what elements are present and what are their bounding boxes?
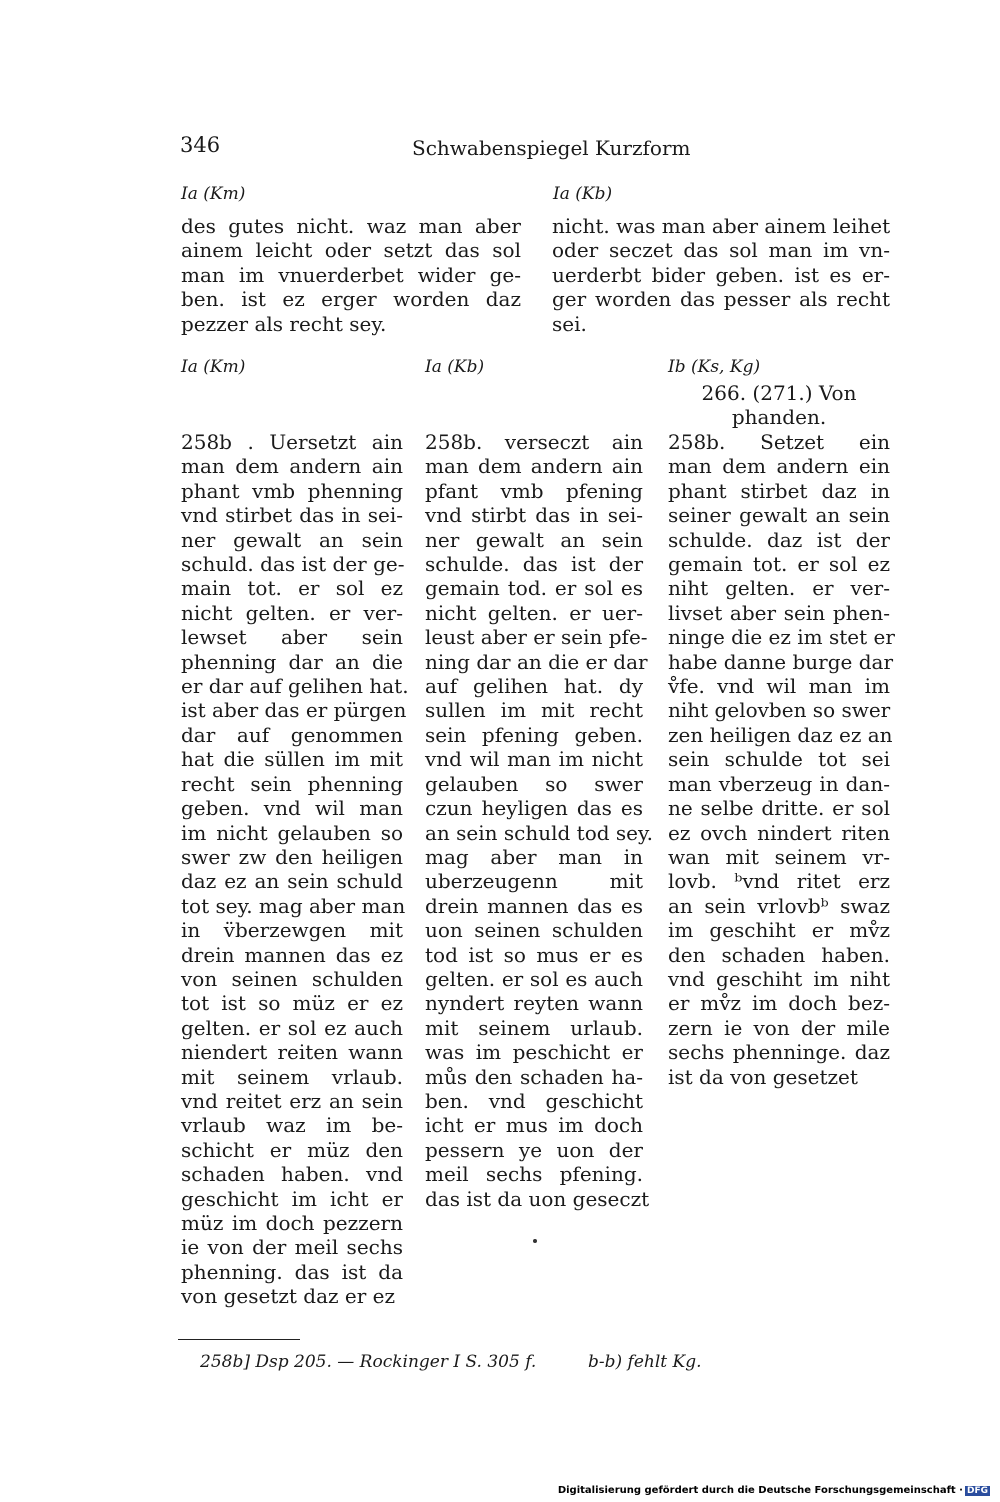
column-3-text-line: v̊fe. vnd wil man im — [668, 674, 890, 699]
column-1-text-line: vnd stirbet das in sei- — [181, 503, 403, 528]
column-2-text-line: vnd stirbt das in sei- — [425, 503, 643, 528]
column-3-text-line: er mv̊z im doch bez- — [668, 991, 890, 1016]
column-3-text-line: ez ovch nindert riten — [668, 820, 890, 845]
column-2-text-line: 258b. verseczt ain — [425, 430, 643, 454]
top-left-text-line: pezzer als recht sey. — [181, 311, 387, 336]
column-2-text-line: nicht gelten. er uer- — [425, 600, 643, 625]
column-2-text-line: gelauben so swer — [425, 771, 643, 796]
column-2-text-line: nyndert reyten wann — [425, 991, 643, 1016]
top-left-sigil: Ia (Km) — [181, 184, 246, 204]
column-1-text-line: vnd reitet erz an sein — [181, 1088, 403, 1113]
top-right-text-line: uerderbt bider geben. ist es er- — [552, 262, 890, 287]
top-left-text-block — [181, 214, 521, 336]
column-1-text-line: er dar auf gelihen hat. — [181, 674, 409, 699]
column-2-text-line: auf gelihen hat. dy — [425, 674, 643, 699]
column-3-text-line: seiner gewalt an sein — [668, 503, 890, 528]
column-3-text-line: ne selbe dritte. er sol — [668, 796, 890, 821]
column-1-text-line: main tot. er sol ez — [181, 576, 403, 601]
column-2-text-line: pessern ye uon der — [425, 1137, 643, 1162]
column-1-text — [181, 430, 409, 1309]
column-1-text-line: schicht er müz den — [181, 1137, 403, 1162]
column-3-text-line: im geschiht er mv̊z — [668, 918, 890, 943]
top-left-text-line: ainem leicht oder setzt das sol — [181, 238, 521, 263]
column-1-text-line: geschicht im icht er — [181, 1186, 403, 1211]
section-title-line-1: 266. (271.) Von — [701, 381, 857, 405]
column-2-text-line: czun heyligen das es — [425, 796, 643, 821]
column-2-text-line: tod ist so mus er es — [425, 942, 643, 967]
column-1-text-line: von gesetzt daz er ez — [181, 1284, 396, 1309]
column-3-text-line: ist da von gesetzet — [668, 1064, 858, 1089]
column-2-text-line: man dem andern ain — [425, 454, 643, 479]
column-3-text-line: 258b. Setzet ein — [668, 430, 890, 454]
column-2-text-line: mag aber man in — [425, 844, 643, 869]
column-1-text-line: drein mannen das ez — [181, 942, 403, 967]
column-3-text-line: livset aber sein phen- — [668, 600, 890, 625]
column-1-text-line: recht sein phenning — [181, 771, 403, 796]
column-2-text-line: uberzeugenn mit — [425, 869, 643, 894]
column-2-text-line: icht er mus im doch — [425, 1113, 643, 1138]
column-1-text-line: in v̈berzewgen mit — [181, 918, 403, 943]
column-1-text-line: nicht gelten. er ver- — [181, 600, 403, 625]
column-3-text-line: ninge die ez im stet er — [668, 625, 895, 650]
column-1-text-line: dar auf genommen — [181, 722, 403, 747]
column-1-text-line: daz ez an sein schuld — [181, 869, 403, 894]
top-left-text-line: des gutes nicht. waz man aber — [181, 214, 521, 238]
column-1-text-line: tot sey. mag aber man — [181, 893, 406, 918]
column-3-text-line: gemain tot. er sol ez — [668, 552, 890, 577]
column-1-text-line: ist aber das er pürgen — [181, 698, 407, 723]
column-2-text-line: gemain tod. er sol es — [425, 576, 643, 601]
column-2-text-line: mit seinem urlaub. — [425, 1015, 643, 1040]
column-2-text-line: an sein schuld tod sey. — [425, 820, 654, 845]
column-1-text-line: hat die süllen im mit — [181, 747, 403, 772]
column-3-text-line: den schaden haben. — [668, 942, 890, 967]
column-2-text-line: meil sechs pfening. — [425, 1162, 643, 1187]
column-1-text-line: von seinen schulden — [181, 966, 403, 991]
column-1-text-line: ner gewalt an sein — [181, 527, 403, 552]
top-right-text-line: sei. — [552, 311, 587, 336]
column-2-text-line: sein pfening geben. — [425, 722, 643, 747]
column-3-text-line: vnd geschiht im niht — [668, 966, 890, 991]
column-3-text-line: an sein vrlovbᵇ swaz — [668, 893, 890, 918]
column-2-text-line: uon seinen schulden — [425, 918, 643, 943]
column-1-text-line: im nicht gelauben so — [181, 820, 403, 845]
column-1-text-line: phenning dar an die — [181, 649, 403, 674]
column-2-text-line: was im peschicht er — [425, 1040, 643, 1065]
top-left-text-line: ben. ist ez erger worden daz — [181, 287, 521, 312]
column-2-sigil: Ia (Kb) — [425, 357, 485, 377]
credit-text: Digitalisierung gefördert durch die Deutsche Forschungsgemeinschaft · — [557, 1485, 963, 1496]
column-2-text-line: gelten. er sol es auch — [425, 966, 643, 991]
column-1-sigil: Ia (Km) — [181, 357, 246, 377]
column-3-sigil: Ib (Ks, Kg) — [668, 357, 761, 377]
column-1-text-line: 258b . Uersetzt ain — [181, 430, 403, 454]
column-2-text-line: sullen im mit recht — [425, 698, 643, 723]
column-1-text-line: phenning. das ist da — [181, 1259, 403, 1284]
column-1-text-line: mit seinem vrlaub. — [181, 1064, 403, 1089]
column-3-text-line: wan mit seinem vr- — [668, 844, 890, 869]
running-title: Schwabenspiegel Kurzform — [412, 136, 691, 160]
column-2-text-line: pfant vmb pfening — [425, 478, 643, 503]
column-1-text-line: geben. vnd wil man — [181, 796, 403, 821]
column-3-text-line: niht gelten. er ver- — [668, 576, 890, 601]
column-2-text-line: ning dar an die er dar — [425, 649, 648, 674]
column-1-text-line: schuld. das ist der ge- — [181, 552, 405, 577]
column-3-text-line: sein schulde tot sei — [668, 747, 890, 772]
top-right-text-block — [552, 214, 890, 336]
footnote-rule — [178, 1339, 300, 1340]
column-3-text-line: niht gelovben so swer — [668, 698, 891, 723]
column-3-text-line: zen heiligen daz ez an — [668, 722, 893, 747]
column-1-text-line: swer zw den heiligen — [181, 844, 403, 869]
column-2-text-line: drein mannen das es — [425, 893, 643, 918]
column-3-text-line: zern ie von der mile — [668, 1015, 890, 1040]
column-1-text-line: müz im doch pezzern — [181, 1211, 403, 1235]
footnote-variant: b-b) fehlt Kg. — [588, 1352, 702, 1372]
section-title-line-2: phanden. — [731, 405, 827, 430]
column-2-text-line: das ist da uon geseczt — [425, 1186, 650, 1211]
column-1-text-line: niendert reiten wann — [181, 1040, 403, 1065]
column-1-text-line: tot ist so müz er ez — [181, 991, 403, 1016]
column-3-text-line: schulde. daz ist der — [668, 527, 890, 552]
column-2-text-line: ben. vnd geschicht — [425, 1088, 643, 1113]
column-1-text-line: lewset aber sein — [181, 625, 403, 650]
dfg-logo-icon: DFG — [966, 1486, 988, 1496]
column-3-text-line: lovb. ᵇvnd ritet erz — [668, 869, 890, 894]
top-right-text-line: ger worden das pesser als recht — [552, 287, 890, 312]
column-2-text-line: leust aber er sein pfe- — [425, 625, 648, 650]
column-3-text-line: phant stirbet daz in — [668, 478, 890, 503]
column-3-text-line: habe danne burge dar — [668, 649, 894, 674]
column-2-text — [425, 430, 654, 1211]
column-3-text-line: man vberzeug in dan- — [668, 771, 890, 796]
column-2-text-line: vnd wil man im nicht — [425, 747, 643, 772]
column-3-text-line: sechs phenninge. daz — [668, 1040, 890, 1065]
column-3-text-line: man dem andern ein — [668, 454, 890, 479]
page-number: 346 — [180, 133, 221, 157]
top-left-text-line: man im vnuerderbet wider ge- — [181, 262, 521, 287]
column-2-text-line: můs den schaden ha- — [425, 1064, 643, 1089]
footnote-source: 258b] Dsp 205. — Rockinger I S. 305 f. — [200, 1352, 537, 1372]
column-1-text-line: ie von der meil sechs — [181, 1235, 403, 1260]
digitization-credit — [558, 1485, 990, 1496]
top-right-text-line: nicht. was man aber ainem leihet — [552, 214, 891, 238]
column-2-text-line: ner gewalt an sein — [425, 527, 643, 552]
section-title — [668, 381, 890, 430]
column-3-text — [668, 430, 895, 1089]
column-2-text-line: schulde. das ist der — [425, 552, 643, 577]
column-1-text-line: gelten. er sol ez auch — [181, 1015, 403, 1040]
top-right-text-line: oder seczet das sol man im vn- — [552, 238, 890, 263]
column-1-text-line: man dem andern ain — [181, 454, 403, 479]
column-1-text-line: schaden haben. vnd — [181, 1162, 403, 1187]
top-right-sigil: Ia (Kb) — [553, 184, 613, 204]
ink-dot — [533, 1239, 537, 1243]
column-1-text-line: phant vmb phenning — [181, 478, 403, 503]
column-1-text-line: vrlaub waz im be- — [181, 1113, 403, 1138]
